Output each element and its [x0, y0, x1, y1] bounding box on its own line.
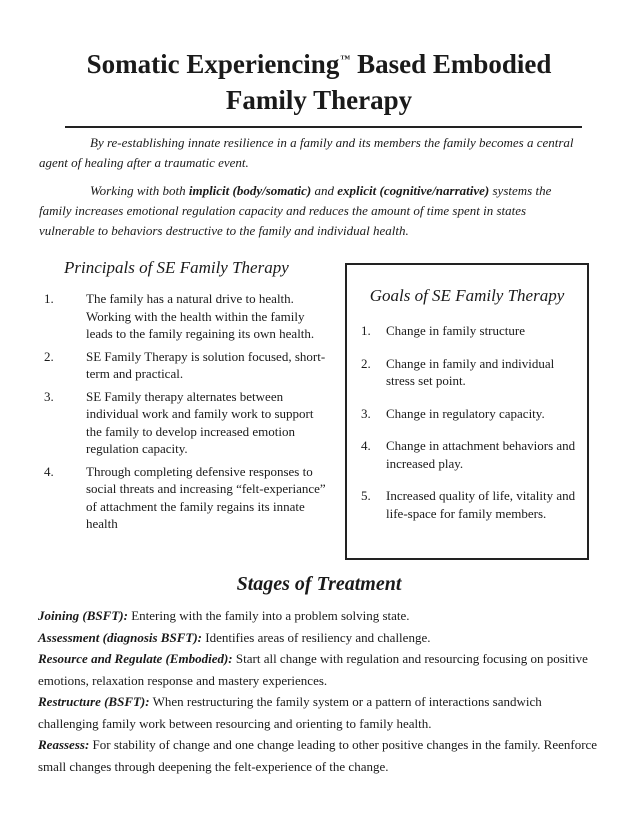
list-item: 3. SE Family therapy alternates between individual work and family work to support the family to develop increased emotion regulation capacity. [44, 388, 314, 456]
principles-heading: Principals of SE Family Therapy [64, 258, 289, 277]
goals-list [361, 322, 583, 537]
title-line-2: Family Therapy [225, 85, 413, 115]
title-line-1: Somatic Experiencing™ Based Embodied [86, 49, 552, 79]
list-item: 1. Change in family structure [361, 323, 525, 338]
title-divider [65, 126, 582, 128]
trademark-symbol: ™ [340, 54, 351, 65]
list-item: 4. Through completing defensive responses to social threats and increasing “felt-experiance” of attachment the family regains its innate health [44, 463, 326, 531]
list-item: 2. SE Family Therapy is solution focused, short-term and practical. [44, 348, 326, 381]
stage-item: Resource and Regulate (Embodied): Start all change with regulation and resourcing focusing on positive emotions, relaxation response and mastery experiences. [38, 651, 588, 688]
intro-paragraph-1: By re-establishing innate resilience in a family and its members the family becomes a central agent of healing after a traumatic event. [39, 135, 574, 170]
list-item: 5. Increased quality of life, vitality and life-space for family members. [361, 488, 576, 521]
intro-paragraph-2: Working with both implicit (body/somatic) and explicit (cognitive/narrative) systems the family increases emotional regulation capacity and reduces the amount of time spent in states vulnerable to behaviors destructive to the family and individual health. [39, 183, 552, 238]
implicit-term: implicit (body/somatic) [188, 183, 312, 198]
stage-item: Assessment (diagnosis BSFT): Identifies areas of resiliency and challenge. [38, 629, 431, 645]
explicit-term: explicit (cognitive/narrative) [337, 183, 490, 198]
list-item: 2. Change in family and individual stress set point. [361, 355, 555, 388]
stage-item: Restructure (BSFT): When restructuring the family system or a pattern of interactions sandwich challenging family work between resourcing and orienting to family health. [38, 694, 542, 731]
stages-heading: Stages of Treatment [236, 573, 402, 595]
stage-item: Reassess: For stability of change and one change leading to other positive changes in the family. Reenforce small changes through deepening the felt-experience of the change. [38, 737, 598, 774]
stage-item: Joining (BSFT): Entering with the family into a problem solving state. [38, 608, 410, 623]
document-title [0, 46, 638, 118]
list-item: 3. Change in regulatory capacity. [361, 405, 545, 421]
goals-heading: Goals of SE Family Therapy [369, 286, 565, 305]
list-item: 1. The family has a natural drive to health. Working with the health within the family leads to the family regaining its own health. [44, 291, 315, 341]
principles-list [44, 290, 329, 538]
stages-list [38, 605, 603, 777]
goals-box [345, 263, 589, 560]
list-item: 4. Change in attachment behaviors and increased play. [361, 438, 576, 471]
